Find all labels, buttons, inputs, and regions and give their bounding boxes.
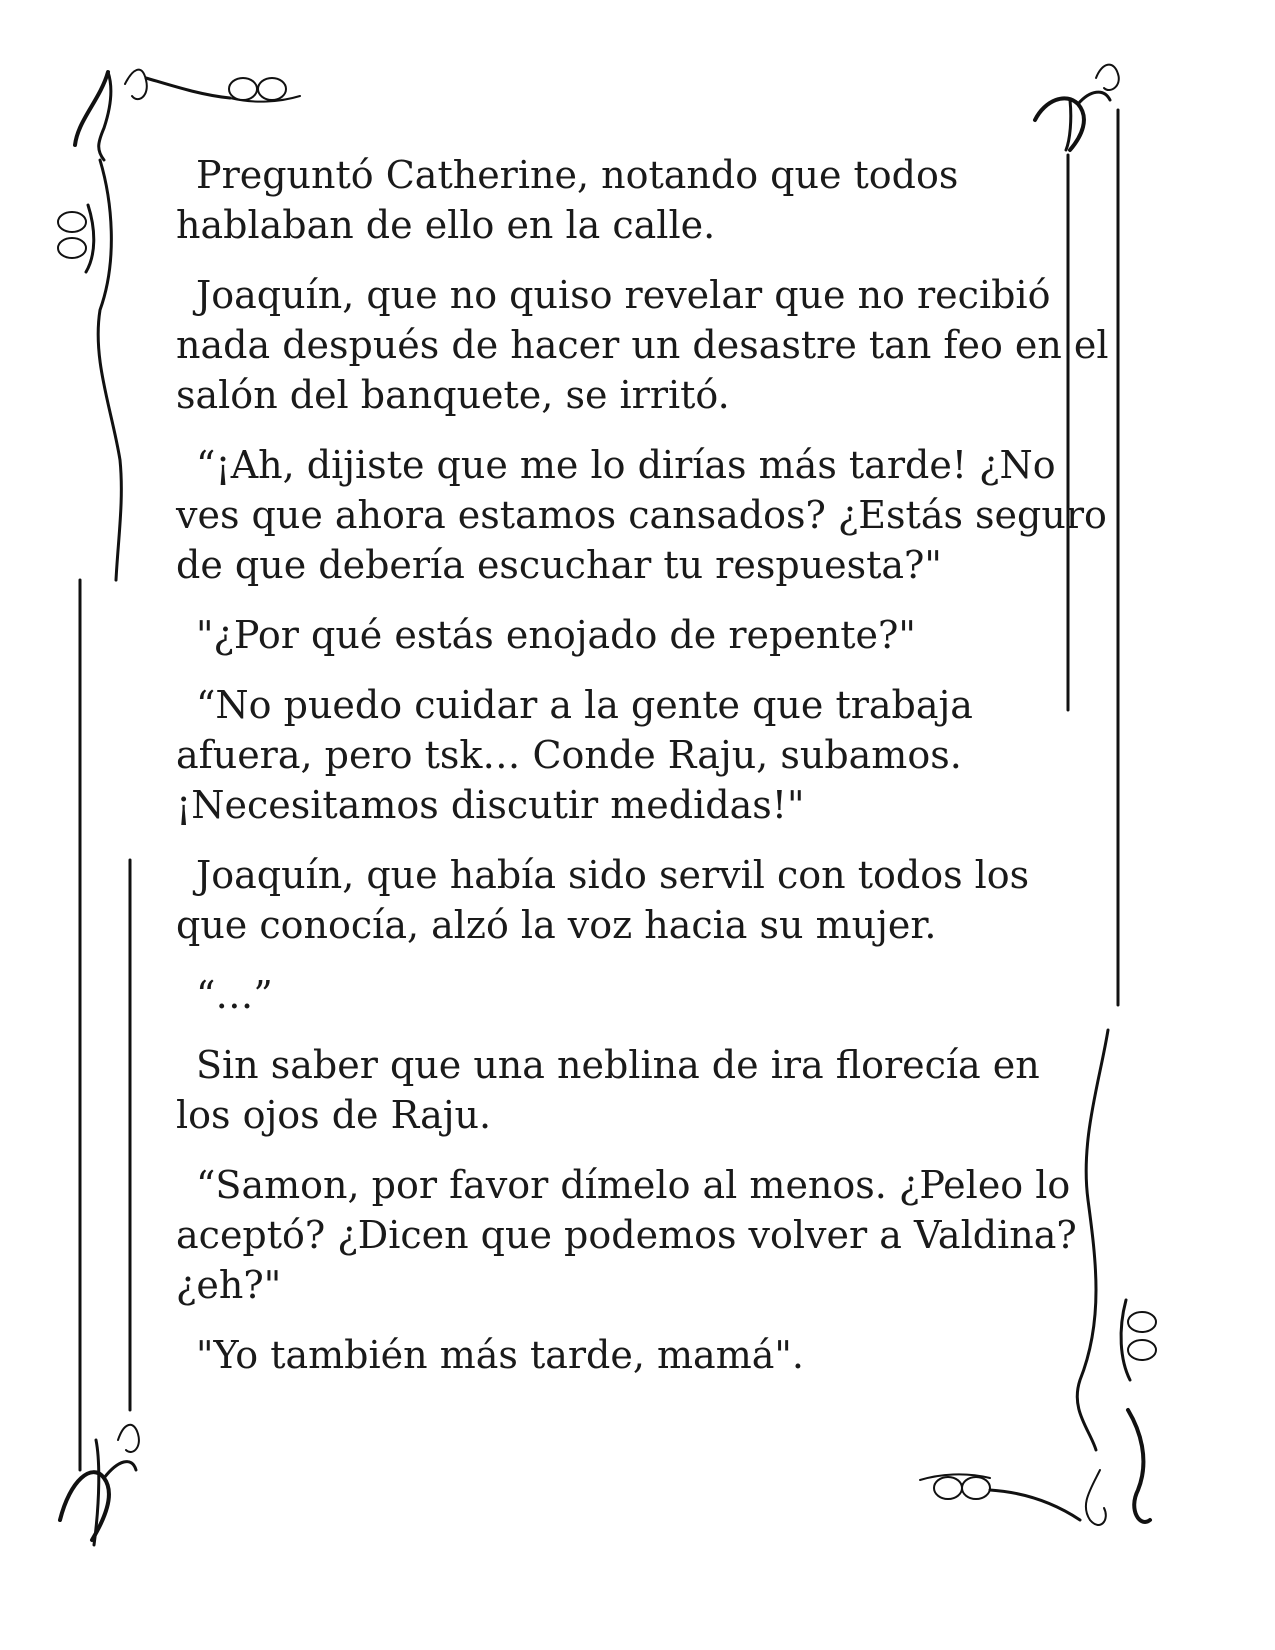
paragraph: [176, 1160, 1116, 1310]
paragraph: [176, 680, 1116, 830]
text-line: “…”: [196, 973, 273, 1017]
text-line: "¿Por qué estás enojado de repente?": [196, 613, 916, 657]
text-line: Joaquín, que no quiso revelar que no recibió: [196, 273, 1051, 317]
text-line: afuera, pero tsk… Conde Raju, subamos.: [176, 733, 962, 777]
text-line: Sin saber que una neblina de ira florecía en: [196, 1043, 1040, 1087]
text-line: ¿eh?": [176, 1263, 282, 1307]
text-line: salón del banquete, se irritó.: [176, 373, 730, 417]
text-line: "Yo también más tarde, mamá".: [196, 1333, 804, 1377]
text-line: ¡Necesitamos discutir medidas!": [176, 783, 805, 827]
paragraph: [176, 440, 1116, 590]
text-line: aceptó? ¿Dicen que podemos volver a Valdina?: [176, 1213, 1077, 1257]
text-line: “¡Ah, dijiste que me lo dirías más tarde! ¿No: [196, 443, 1056, 487]
story-text: [176, 150, 1116, 1400]
text-line: Preguntó Catherine, notando que todos: [196, 153, 959, 197]
paragraph: [176, 150, 1116, 250]
paragraph: [176, 1040, 1116, 1140]
text-line: los ojos de Raju.: [176, 1093, 492, 1137]
text-line: de que debería escuchar tu respuesta?": [176, 543, 942, 587]
text-line: hablaban de ello en la calle.: [176, 203, 716, 247]
text-line: nada después de hacer un desastre tan feo en el: [176, 323, 1109, 367]
text-line: Joaquín, que había sido servil con todos los: [196, 853, 1030, 897]
bottom-left-flourish-icon: [60, 1425, 139, 1545]
paragraph: [176, 970, 1116, 1020]
paragraph: [176, 270, 1116, 420]
paragraph: [176, 610, 1116, 660]
top-right-flourish-icon: [1035, 65, 1119, 150]
text-line: “Samon, por favor dímelo al menos. ¿Peleo lo: [196, 1163, 1071, 1207]
paragraph: [176, 1330, 1116, 1380]
text-line: “No puedo cuidar a la gente que trabaja: [196, 683, 973, 727]
text-line: que conocía, alzó la voz hacia su mujer.: [176, 903, 937, 947]
text-line: ves que ahora estamos cansados? ¿Estás seguro: [176, 493, 1107, 537]
paragraph: [176, 850, 1116, 950]
